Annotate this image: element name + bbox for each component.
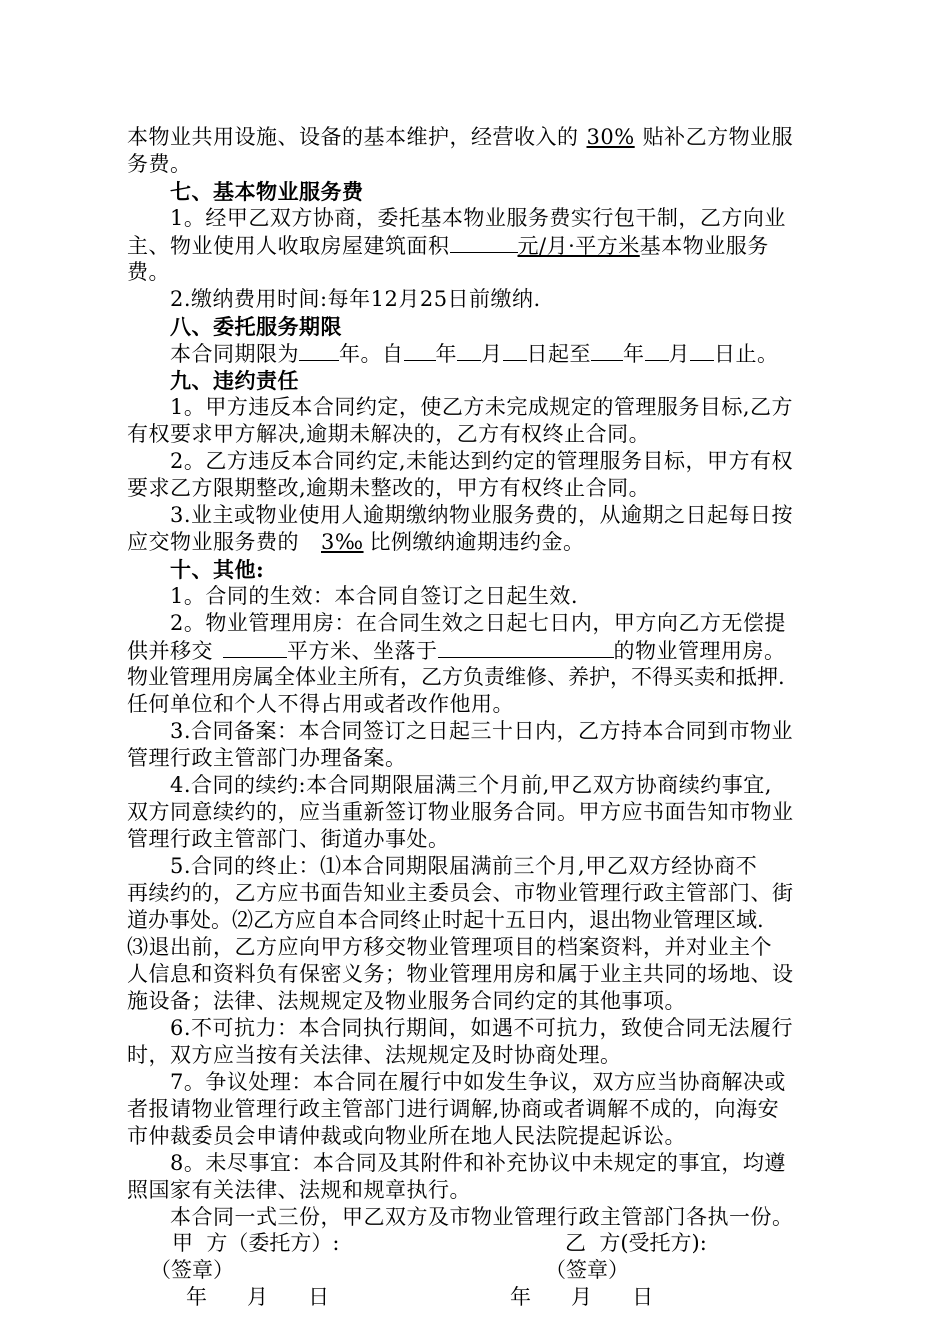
blank-field (457, 340, 481, 361)
blank-field (645, 340, 669, 361)
paragraph-line: 双方同意续约的，应当重新签订物业服务合同。甲方应书面告知市物业 (127, 800, 794, 824)
paragraph-line: 5.合同的终止：⑴本合同期限届满前三个月,甲乙双方经协商不 (170, 854, 758, 878)
blank-field (690, 340, 714, 361)
party-b-date: 年 月 日 (510, 1285, 654, 1309)
section-heading-8: 八、委托服务期限 (170, 314, 342, 339)
paragraph-line (127, 529, 827, 556)
text: 的物业管理用房。 (613, 639, 786, 663)
paragraph-line: 市仲裁委员会申请仲裁或向物业所在地人民法院提起诉讼。 (127, 1124, 686, 1148)
party-a-seal: （签章） (150, 1258, 234, 1282)
paragraph-line: 1。经甲乙双方协商，委托基本物业服务费实行包干制，乙方向业 (170, 206, 786, 230)
paragraph-line: 本合同一式三份，甲乙双方及市物业管理行政主管部门各执一份。 (170, 1205, 794, 1229)
blank-field (223, 637, 287, 658)
paragraph-line (127, 637, 827, 664)
paragraph-line: 务费。 (127, 152, 192, 176)
party-a-date: 年 月 日 (186, 1285, 330, 1309)
paragraph-line: 再续约的，乙方应书面告知业主委员会、市物业管理行政主管部门、街 (127, 881, 794, 905)
paragraph-line: 1。甲方违反本合同约定，使乙方未完成规定的管理服务目标,乙方 (170, 395, 794, 419)
party-b-seal: （签章） (545, 1258, 629, 1282)
text: 日起至 (526, 342, 591, 366)
paragraph-line: 管理行政主管部门、街道办事处。 (127, 827, 450, 851)
blank-field (450, 232, 518, 253)
text: 供并移交 (127, 639, 213, 663)
paragraph-line: 时，双方应当按有关法律、法规规定及时协商处理。 (127, 1043, 622, 1067)
blank-field (299, 340, 339, 361)
text: 年。自 (339, 342, 404, 366)
party-b-label: 乙 方(受托方): (565, 1231, 707, 1255)
text: 应交物业服务费的 (127, 530, 299, 554)
penalty-rate: 3‰ (321, 530, 364, 554)
paragraph-line: 照国家有关法律、法规和规章执行。 (127, 1178, 471, 1202)
text: 年 (623, 342, 645, 366)
paragraph-line (127, 124, 827, 151)
section-heading-7: 七、基本物业服务费 (170, 179, 364, 204)
text: 月 (668, 342, 690, 366)
paragraph-line: 任何单位和个人不得占用或者改作他用。 (127, 692, 514, 716)
paragraph-line: 8。未尽事宜：本合同及其附件和补充协议中未规定的事宜，均遵 (170, 1151, 786, 1175)
paragraph-line: 3.业主或物业使用人逾期缴纳物业服务费的，从逾期之日起每日按 (170, 503, 794, 527)
unit-text: 元/月·平方米 (517, 234, 640, 258)
paragraph-line: 1。合同的生效：本合同自签订之日起生效. (170, 584, 579, 608)
paragraph-line: 6.不可抗力：本合同执行期间，如遇不可抗力，致使合同无法履行 (170, 1016, 794, 1040)
paragraph-line (127, 232, 827, 259)
paragraph-line: 4.合同的续约:本合同期限届满三个月前,甲乙双方协商续约事宜, (170, 773, 772, 797)
text: 月 (481, 342, 503, 366)
paragraph-line: 要求乙方限期整改,逾期未整改的，甲方有权终止合同。 (127, 476, 651, 500)
paragraph-line: 2.缴纳费用时间:每年12月25日前缴纳. (170, 287, 541, 311)
text: 日止。 (714, 342, 779, 366)
paragraph-line: 费。 (127, 260, 170, 284)
blank-field (438, 637, 614, 658)
paragraph-line: 7。争议处理：本合同在履行中如发生争议，双方应当协商解决或 (170, 1070, 786, 1094)
paragraph-line: 2。乙方违反本合同约定,未能达到约定的管理服务目标，甲方有权 (170, 449, 794, 473)
paragraph-line: 物业管理用房属全体业主所有，乙方负责维修、养护，不得买卖和抵押. (127, 665, 785, 689)
text: 贴补乙方物业服 (642, 125, 794, 149)
paragraph-line: ⑶退出前，乙方应向甲方移交物业管理项目的档案资料，并对业主个 (127, 935, 772, 959)
blank-field (503, 340, 527, 361)
paragraph-line: 道办事处。⑵乙方应自本合同终止时起十五日内，退出物业管理区域. (127, 908, 764, 932)
section-heading-9: 九、违约责任 (170, 368, 299, 393)
paragraph-line (170, 340, 870, 367)
text: 本物业共用设施、设备的基本维护，经营收入的 (127, 125, 579, 149)
paragraph-line: 有权要求甲方解决,逾期未解决的，乙方有权终止合同。 (127, 422, 651, 446)
paragraph-line: 2。物业管理用房：在合同生效之日起七日内，甲方向乙方无偿提 (170, 611, 786, 635)
blank-field (404, 340, 436, 361)
percentage-value: 30% (586, 125, 635, 149)
paragraph-line: 者报请物业管理行政主管部门进行调解,协商或者调解不成的，向海安 (127, 1097, 780, 1121)
text: 主、物业使用人收取房屋建筑面积 (127, 234, 450, 258)
text: 平方米、坐落于 (287, 639, 438, 663)
section-heading-10: 十、其他: (170, 557, 265, 582)
text: 本合同期限为 (170, 342, 299, 366)
paragraph-line: 3.合同备案：本合同签订之日起三十日内，乙方持本合同到市物业 (170, 719, 794, 743)
party-a-label: 甲 方（委托方）: (172, 1231, 340, 1255)
paragraph-line: 人信息和资料负有保密义务；物业管理用房和属于业主共同的场地、设 (127, 962, 794, 986)
text: 年 (435, 342, 457, 366)
paragraph-line: 施设备；法律、法规规定及物业服务合同约定的其他事项。 (127, 989, 686, 1013)
blank-field (591, 340, 623, 361)
paragraph-line: 管理行政主管部门办理备案。 (127, 746, 407, 770)
text: 基本物业服务 (639, 234, 769, 258)
text: 比例缴纳逾期违约金。 (369, 530, 585, 554)
